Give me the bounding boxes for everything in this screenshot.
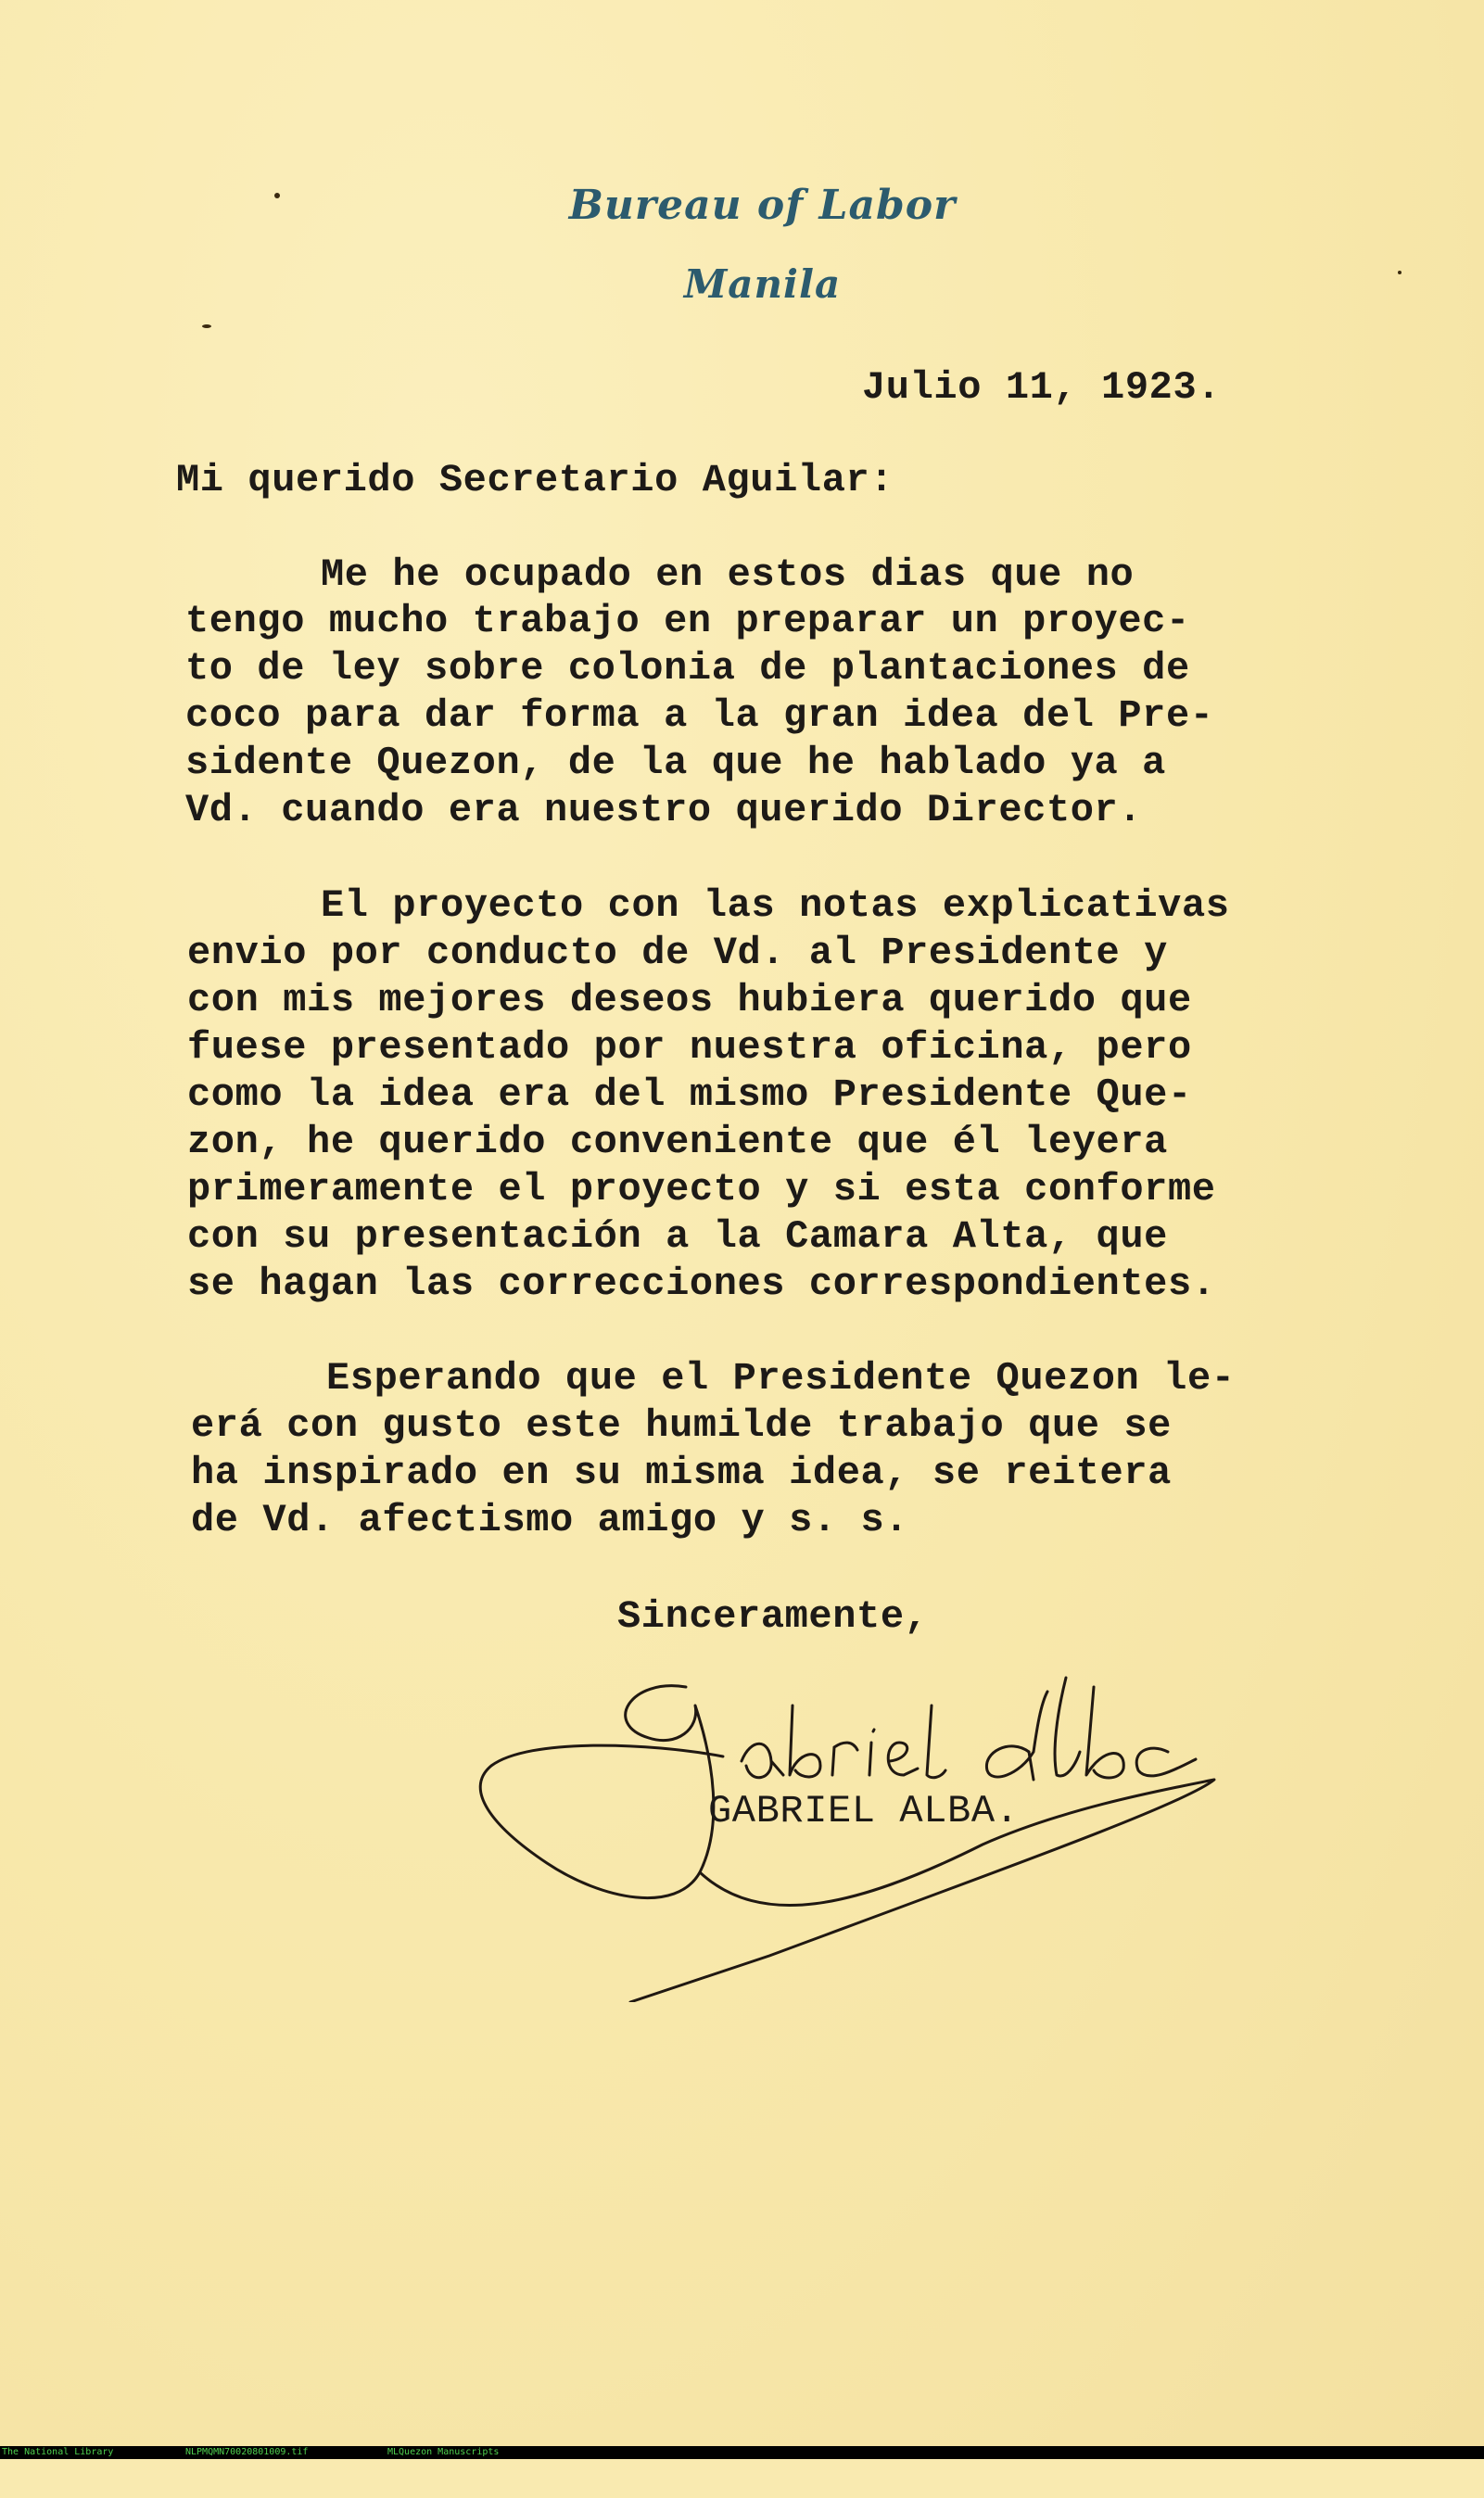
paragraph-2-line: fuese presentado por nuestra oficina, pero — [187, 1025, 1192, 1070]
paragraph-3-line: erá con gusto este humilde trabajo que se — [191, 1403, 1172, 1448]
paragraph-1-line: to de ley sobre colonia de plantaciones de — [185, 646, 1190, 691]
paragraph-2-line: con mis mejores deseos hubiera querido que — [187, 978, 1192, 1022]
letter-salutation: Mi querido Secretario Aguilar: — [176, 458, 894, 502]
paragraph-2-line: se hagan las correcciones correspondientes. — [187, 1262, 1216, 1306]
letterhead-organization: Bureau of Labor — [568, 182, 957, 229]
paragraph-2-line: zon, he querido conveniente que él leyera — [187, 1120, 1168, 1164]
paragraph-2-line: con su presentación a la Camara Alta, que — [187, 1214, 1168, 1259]
paragraph-2-line: envio por conducto de Vd. al Presidente y — [187, 931, 1168, 975]
footer-file: NLPMQMN70020801009.tif — [185, 2447, 309, 2457]
footer-library: The National Library — [2, 2447, 114, 2457]
archive-footer-bar — [0, 2446, 1484, 2459]
paragraph-1-line: Me he ocupado en estos dias que no — [321, 552, 1135, 597]
paragraph-1-line: tengo mucho trabajo en preparar un proyec- — [185, 599, 1190, 643]
signatory-name: GABRIEL ALBA. — [708, 1789, 1020, 1833]
paragraph-1-line: coco para dar forma a la gran idea del Pre- — [185, 693, 1214, 738]
paragraph-2-line: primeramente el proyecto y si esta conforme — [187, 1167, 1216, 1211]
letter-date: Julio 11, 1923. — [862, 365, 1222, 410]
paragraph-3-line: Esperando que el Presidente Quezon le- — [326, 1356, 1236, 1401]
letter-closing: Sinceramente, — [617, 1594, 929, 1639]
paper-blemish — [202, 324, 211, 328]
paragraph-3-line: ha inspirado en su misma idea, se reitera — [191, 1451, 1172, 1495]
paragraph-1-line: sidente Quezon, de la que he hablado ya a — [185, 741, 1166, 785]
paragraph-1-line: Vd. cuando era nuestro querido Director. — [185, 788, 1143, 832]
paragraph-2-line: El proyecto con las notas explicativas — [321, 883, 1230, 928]
footer-collection: MLQuezon Manuscripts — [387, 2447, 500, 2457]
paragraph-3-line: de Vd. afectismo amigo y s. s. — [191, 1498, 909, 1542]
paragraph-2-line: como la idea era del mismo Presidente Que- — [187, 1072, 1192, 1117]
letterhead-city: Manila — [683, 261, 842, 307]
